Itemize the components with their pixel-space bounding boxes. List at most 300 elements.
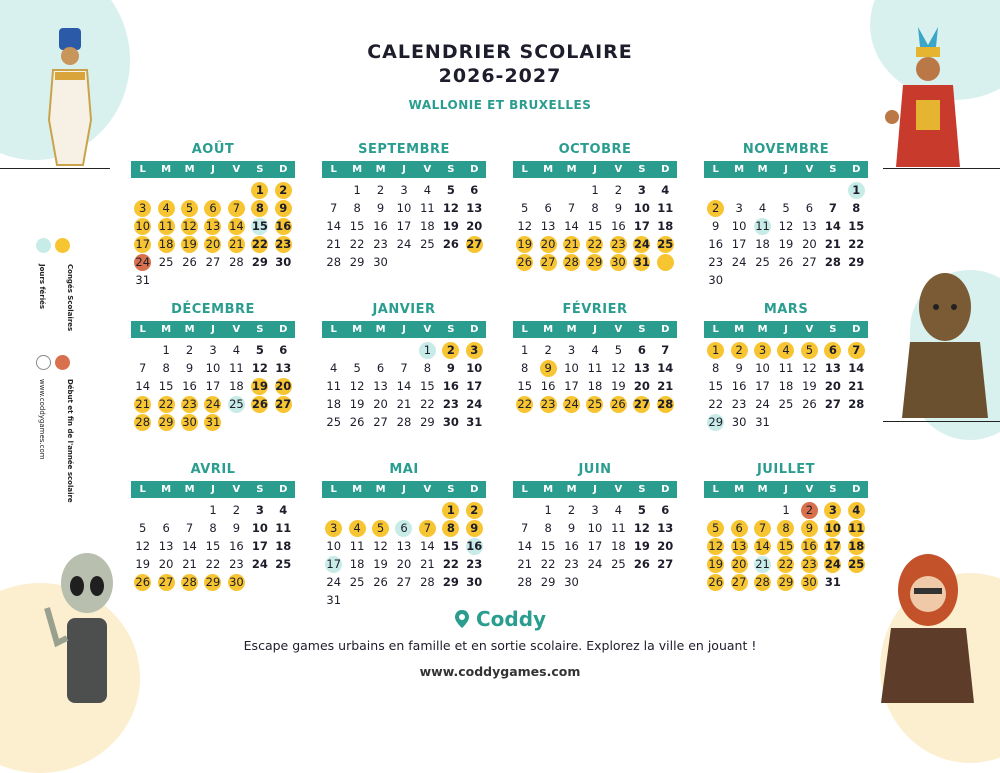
day-number: 13	[824, 360, 841, 375]
day-number: 23	[466, 556, 483, 571]
day-number: 2	[707, 200, 724, 217]
day-cell	[821, 501, 844, 519]
day-number: 4	[848, 502, 865, 519]
day-cell	[369, 573, 392, 591]
day-cell	[154, 341, 177, 359]
day-number: 24	[587, 556, 603, 571]
day-number: 21	[135, 396, 151, 411]
day-number: 12	[349, 378, 365, 393]
day-cell	[392, 555, 415, 573]
day-number: 24	[824, 556, 841, 571]
day-number: 1	[419, 342, 436, 359]
day-cell	[536, 235, 559, 253]
day-number: 1	[782, 502, 790, 517]
day-number: 26	[349, 414, 365, 429]
day-cell	[369, 377, 392, 395]
day-cell	[798, 199, 821, 217]
day-number: 20	[540, 236, 556, 251]
weekday-label: L	[330, 164, 337, 175]
day-number: 7	[567, 200, 576, 215]
day-cell	[345, 519, 368, 537]
day-number: 11	[229, 360, 244, 375]
day-number: 21	[755, 556, 770, 571]
day-number: 4	[758, 200, 767, 215]
day-cell	[416, 537, 439, 555]
day-number: 20	[466, 218, 483, 233]
day-cell	[272, 519, 295, 537]
day-number: 20	[396, 556, 412, 571]
weekday-label: V	[232, 324, 241, 335]
day-number: 22	[442, 556, 459, 571]
day-cell	[845, 537, 868, 555]
day-cell	[131, 199, 154, 217]
day-number: 5	[637, 502, 646, 517]
day-grid	[513, 501, 677, 591]
day-number: 8	[442, 520, 459, 537]
day-number: 26	[251, 396, 268, 411]
day-number: 2	[731, 342, 748, 359]
day-cell	[131, 555, 154, 573]
day-cell	[560, 199, 583, 217]
day-cell	[392, 217, 415, 235]
weekday-label: L	[712, 164, 719, 175]
coddy-logo	[454, 607, 546, 631]
day-number: 24	[466, 396, 483, 411]
weekday-label: J	[593, 484, 597, 495]
weekday-label: S	[638, 324, 646, 335]
day-cell	[131, 537, 154, 555]
day-number: 13	[466, 200, 483, 215]
day-number: 9	[446, 360, 455, 375]
weekday-label: M	[161, 324, 172, 335]
day-cell	[178, 377, 201, 395]
day-cell	[845, 217, 868, 235]
day-number: 11	[657, 200, 674, 215]
day-number: 12	[135, 538, 151, 553]
day-number: 20	[373, 396, 388, 411]
day-cell	[272, 537, 295, 555]
tagline: Escape games urbains en famille et en sortie scolaire. Explorez la ville en jouant !	[243, 638, 757, 653]
day-cell	[369, 217, 392, 235]
weekday-label: V	[805, 164, 814, 175]
weekday-label: M	[543, 484, 554, 495]
day-cell	[131, 359, 154, 377]
day-cell	[630, 181, 653, 199]
day-cell	[225, 199, 248, 217]
weekday-label: M	[375, 324, 386, 335]
day-cell	[178, 235, 201, 253]
day-number: 25	[611, 556, 626, 571]
weekday-label: S	[638, 484, 646, 495]
weekday-label: M	[734, 324, 745, 335]
day-number: 23	[564, 556, 579, 571]
weekday-label: S	[256, 164, 264, 175]
weekday-label: M	[161, 484, 172, 495]
day-cell	[369, 519, 392, 537]
day-cell	[322, 395, 345, 413]
day-number: 5	[801, 342, 818, 359]
day-number: 8	[251, 200, 268, 217]
weekday-label: M	[757, 164, 768, 175]
day-cell	[821, 395, 844, 413]
day-cell	[583, 377, 606, 395]
day-cell	[463, 537, 486, 555]
day-cell	[751, 253, 774, 271]
day-number: 10	[466, 360, 483, 375]
day-cell	[704, 359, 727, 377]
weekday-label: M	[734, 484, 745, 495]
day-cell	[369, 537, 392, 555]
day-number: 26	[802, 396, 817, 411]
day-number: 10	[396, 200, 412, 215]
day-cell	[704, 217, 727, 235]
day-number: 4	[330, 360, 338, 375]
day-cell	[751, 377, 774, 395]
weekday-label: D	[279, 164, 288, 175]
day-cell	[369, 359, 392, 377]
day-cell	[416, 341, 439, 359]
day-cell	[774, 359, 797, 377]
day-number: 18	[778, 378, 794, 393]
footer-url[interactable]: www.coddygames.com	[419, 664, 581, 679]
weekday-label: S	[256, 484, 264, 495]
day-number: 15	[587, 218, 603, 233]
divider-right-bottom	[883, 421, 1000, 422]
weekday-label: L	[521, 164, 528, 175]
day-number: 19	[611, 378, 626, 393]
weekday-label: L	[712, 324, 719, 335]
day-number: 4	[661, 182, 670, 197]
weekday-label: L	[330, 324, 337, 335]
day-number: 25	[587, 396, 603, 411]
day-number: 10	[633, 200, 650, 215]
day-cell	[201, 501, 224, 519]
day-cell	[560, 519, 583, 537]
day-cell	[201, 341, 224, 359]
legend-site-label: www.coddygames.com	[38, 379, 46, 460]
day-cell	[607, 501, 630, 519]
weekday-label: J	[784, 164, 788, 175]
legend-conges-dot	[55, 238, 70, 253]
day-cell	[583, 519, 606, 537]
empty-cell	[727, 501, 750, 519]
day-number: 12	[611, 360, 626, 375]
empty-cell	[178, 181, 201, 199]
day-cell	[774, 537, 797, 555]
day-number: 10	[824, 520, 841, 535]
month-3	[704, 141, 868, 287]
day-cell	[416, 181, 439, 199]
day-number: 24	[731, 254, 747, 269]
day-cell	[845, 395, 868, 413]
month-name: JANVIER	[372, 302, 436, 317]
day-cell	[248, 253, 271, 271]
day-cell	[607, 235, 630, 253]
day-cell	[727, 217, 750, 235]
day-cell	[416, 413, 439, 431]
day-number: 11	[611, 520, 626, 535]
day-number: 1	[521, 342, 529, 357]
day-cell	[798, 501, 821, 519]
empty-cell	[369, 341, 392, 359]
weekday-label: M	[566, 484, 577, 495]
day-number: 31	[824, 574, 841, 589]
day-number: 27	[633, 396, 650, 411]
day-number: 17	[755, 378, 770, 393]
day-number: 3	[637, 182, 646, 197]
day-cell	[439, 199, 462, 217]
day-number: 18	[326, 396, 342, 411]
day-number: 3	[400, 182, 408, 197]
weekday-label: V	[423, 324, 432, 335]
day-number: 16	[229, 538, 244, 553]
day-cell	[751, 413, 774, 431]
day-number: 17	[633, 218, 650, 233]
weekday-label: L	[330, 484, 337, 495]
day-number: 30	[802, 574, 817, 589]
day-number: 14	[564, 218, 579, 233]
day-cell	[225, 537, 248, 555]
day-cell	[154, 395, 177, 413]
weekday-label: J	[593, 324, 597, 335]
day-number: 13	[373, 378, 388, 393]
weekday-label: S	[829, 484, 837, 495]
day-number: 30	[731, 414, 747, 429]
day-cell	[439, 341, 462, 359]
day-number: 1	[707, 342, 724, 359]
day-cell	[322, 519, 345, 537]
day-cell	[704, 573, 727, 591]
day-number: 28	[564, 254, 579, 269]
day-cell	[463, 235, 486, 253]
day-cell	[607, 341, 630, 359]
day-cell	[845, 341, 868, 359]
day-cell	[536, 395, 559, 413]
legend-debut-fin-dot	[55, 355, 70, 370]
empty-cell	[178, 501, 201, 519]
day-cell	[727, 573, 750, 591]
day-cell	[560, 395, 583, 413]
weekday-label: S	[447, 164, 455, 175]
day-number: 31	[466, 414, 483, 429]
day-number: 4	[423, 182, 432, 197]
day-cell	[248, 519, 271, 537]
day-cell	[131, 395, 154, 413]
day-number: 22	[420, 396, 435, 411]
weekday-label: M	[161, 164, 172, 175]
day-number: 24	[251, 556, 268, 571]
day-number: 17	[824, 538, 841, 553]
day-cell	[513, 519, 536, 537]
day-cell	[225, 501, 248, 519]
empty-cell	[513, 501, 536, 519]
day-cell	[345, 573, 368, 591]
day-number: 29	[205, 574, 221, 589]
month-5	[322, 301, 486, 447]
day-number: 7	[139, 360, 147, 375]
weekday-label: M	[566, 324, 577, 335]
day-number: 30	[373, 254, 388, 269]
weekday-header	[322, 161, 486, 178]
weekday-label: V	[614, 484, 623, 495]
day-cell	[248, 377, 271, 395]
weekday-label: V	[232, 484, 241, 495]
weekday-label: D	[852, 484, 861, 495]
day-cell	[583, 501, 606, 519]
day-number: 23	[731, 396, 747, 411]
empty-cell	[345, 501, 368, 519]
day-number: 27	[396, 574, 412, 589]
day-cell	[798, 377, 821, 395]
day-cell	[607, 181, 630, 199]
day-cell	[178, 217, 201, 235]
day-cell	[272, 181, 295, 199]
tree-creature-illustration	[890, 262, 1000, 420]
day-number: 12	[182, 218, 197, 233]
day-number: 22	[517, 396, 533, 411]
day-cell	[751, 235, 774, 253]
day-cell	[821, 341, 844, 359]
day-cell	[727, 555, 750, 573]
day-number: 28	[396, 414, 412, 429]
day-cell	[751, 395, 774, 413]
day-cell	[774, 341, 797, 359]
day-number: 11	[326, 378, 342, 393]
day-number: 7	[661, 342, 670, 357]
day-cell	[131, 573, 154, 591]
day-number: 16	[373, 218, 388, 233]
day-number: 16	[731, 378, 747, 393]
day-number: 1	[209, 502, 217, 517]
day-number: 19	[778, 236, 794, 251]
empty-cell	[751, 501, 774, 519]
day-number: 2	[275, 182, 292, 199]
day-cell	[560, 235, 583, 253]
day-number: 4	[614, 502, 623, 517]
day-cell	[654, 235, 677, 253]
day-cell	[178, 341, 201, 359]
day-cell	[225, 235, 248, 253]
day-number: 26	[708, 574, 724, 589]
day-number: 6	[805, 200, 814, 215]
day-cell	[201, 519, 224, 537]
day-cell	[630, 537, 653, 555]
month-1	[322, 141, 486, 287]
day-number: 3	[754, 342, 771, 359]
day-number: 28	[420, 574, 435, 589]
day-cell	[463, 519, 486, 537]
day-number: 19	[373, 556, 388, 571]
day-cell	[727, 235, 750, 253]
weekday-label: S	[256, 324, 264, 335]
day-number: 30	[229, 574, 244, 589]
day-number: 18	[587, 378, 603, 393]
day-cell	[439, 395, 462, 413]
day-number: 8	[209, 520, 217, 535]
day-cell	[630, 253, 653, 271]
day-number: 12	[802, 360, 817, 375]
empty-cell	[225, 181, 248, 199]
empty-cell	[774, 181, 797, 199]
day-cell	[654, 537, 677, 555]
day-cell	[583, 181, 606, 199]
day-number: 15	[517, 378, 533, 393]
day-cell	[439, 519, 462, 537]
day-cell	[248, 181, 271, 199]
day-cell	[607, 199, 630, 217]
day-number: 7	[521, 520, 529, 535]
day-number: 9	[275, 200, 292, 217]
day-cell	[821, 217, 844, 235]
day-number: 19	[182, 236, 197, 251]
empty-cell	[345, 341, 368, 359]
day-number: 25	[657, 236, 674, 251]
weekday-label: L	[139, 164, 146, 175]
day-number: 27	[540, 254, 556, 269]
day-number: 18	[158, 236, 174, 251]
day-number: 31	[135, 272, 151, 287]
day-number: 30	[611, 254, 626, 269]
day-cell	[154, 199, 177, 217]
day-number: 14	[848, 360, 865, 375]
day-number: 2	[232, 502, 241, 517]
day-cell	[774, 217, 797, 235]
empty-cell	[560, 181, 583, 199]
day-number: 27	[657, 556, 674, 571]
day-number: 8	[777, 520, 794, 537]
month-name: NOVEMBRE	[742, 142, 830, 157]
day-number: 25	[158, 254, 174, 269]
day-number: 31	[633, 254, 650, 269]
day-number: 30	[182, 414, 197, 429]
day-cell	[630, 501, 653, 519]
day-number: 12	[633, 520, 650, 535]
day-number: 17	[564, 378, 579, 393]
day-number: 15	[158, 378, 174, 393]
day-cell	[369, 235, 392, 253]
weekday-header	[704, 161, 868, 178]
day-cell	[248, 235, 271, 253]
day-cell	[392, 519, 415, 537]
empty-cell	[201, 181, 224, 199]
day-number: 19	[517, 236, 533, 251]
day-cell	[178, 537, 201, 555]
day-number: 4	[591, 342, 599, 357]
day-number: 18	[611, 538, 626, 553]
day-cell	[201, 395, 224, 413]
day-cell	[654, 341, 677, 359]
day-cell	[345, 537, 368, 555]
day-cell	[536, 341, 559, 359]
day-number: 16	[442, 378, 459, 393]
day-number: 29	[778, 574, 794, 589]
day-number: 20	[205, 236, 221, 251]
divider-left	[0, 168, 110, 169]
day-cell	[345, 217, 368, 235]
day-cell	[201, 359, 224, 377]
empty-cell	[322, 501, 345, 519]
day-cell	[178, 395, 201, 413]
day-grid	[131, 181, 295, 289]
day-cell	[154, 377, 177, 395]
day-number: 11	[587, 360, 603, 375]
day-cell	[322, 253, 345, 271]
day-number: 3	[134, 200, 151, 217]
empty-cell	[131, 501, 154, 519]
day-number: 12	[442, 200, 459, 215]
day-cell	[560, 573, 583, 591]
weekday-label: S	[638, 164, 646, 175]
